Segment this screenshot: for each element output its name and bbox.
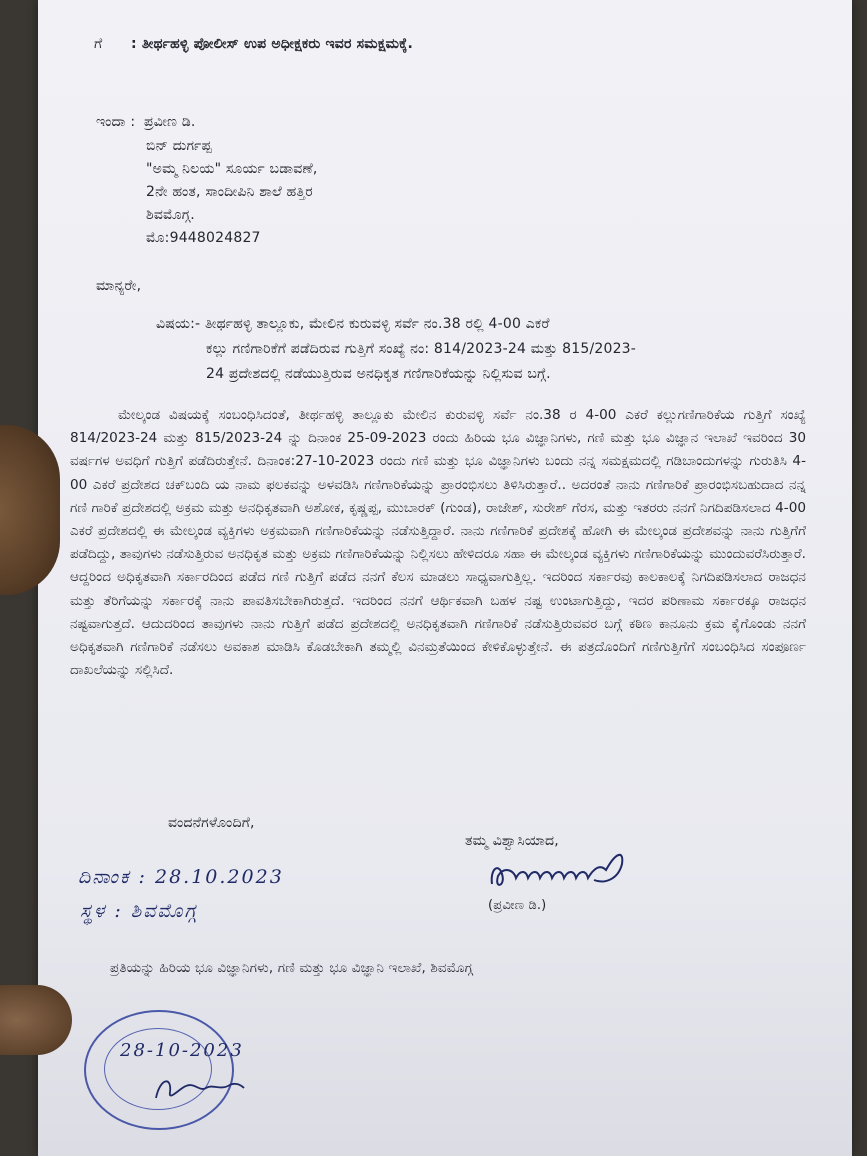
salutation: ಮಾನ್ಯರೇ,: [96, 278, 142, 294]
from-line-2: "ಅಮ್ಮ ನಿಲಯ" ಸೂರ್ಯ ಬಡಾವಣೆ,: [146, 161, 318, 177]
handwritten-place: ಸ್ಥಳ : ಶಿವಮೊಗ್ಗ: [80, 900, 198, 922]
signature: [484, 840, 644, 900]
subject-line-3: 24 ಪ್ರದೇಶದಲ್ಲಿ ನಡೆಯುತ್ತಿರುವ ಅನಧಿಕೃತ ಗಣಿಗಾರಿಕೆಯನ್ನು ನಿಲ್ಲಿಸುವ ಬಗ್ಗೆ.: [206, 366, 551, 382]
from-name: ಪ್ರವೀಣ ಡಿ.: [144, 114, 196, 130]
from-line-3: 2ನೇ ಹಂತ, ಸಾಂದೀಪಿನಿ ಶಾಲೆ ಹತ್ತಿರ: [146, 184, 313, 200]
yours-faithfully: ತಮ್ಮ ವಿಶ್ವಾಸಿಯಾದ,: [465, 833, 559, 849]
handwritten-date: ದಿನಾಂಕ : 28.10.2023: [78, 866, 284, 888]
subject-line-2: ಕಲ್ಲು ಗಣಿಗಾರಿಕೆಗೆ ಪಡೆದಿರುವ ಗುತ್ತಿಗೆ ಸಂಖ್ಯೆ ನಂ: 814/2023-24 ಮತ್ತು 815/2023-: [206, 341, 637, 357]
stamp-date: 28-10-2023: [120, 1040, 244, 1061]
signer-name: (ಪ್ರವೀಣ ಡಿ.): [488, 898, 547, 913]
subject-line-1: ವಿಷಯ:- ತೀರ್ಥಹಳ್ಳಿ ತಾಲ್ಲೂಕು, ಮೇಲಿನ ಕುರುವಳ್ಳಿ ಸರ್ವೆ ನಂ.38 ರಲ್ಲಿ 4-00 ಎಕರೆ: [156, 316, 550, 332]
copy-to: ಪ್ರತಿಯನ್ನು ಹಿರಿಯ ಭೂ ವಿಜ್ಞಾನಿಗಳು, ಗಣಿ ಮತ್ತು ಭೂ ವಿಜ್ಞಾನಿ ಇಲಾಖೆ, ಶಿವಮೊಗ್ಗ: [110, 961, 473, 976]
from-label: ಇಂದಾ :: [96, 114, 136, 130]
from-phone: ಮೊ:9448024827: [146, 230, 261, 246]
from-line-1: ಬಿನ್ ದುರ್ಗಪ್ಪ: [146, 138, 212, 154]
to-line: : ತೀರ್ಥಹಳ್ಳಿ ಪೋಲೀಸ್ ಉಪ ಅಧೀಕ್ಷಕರು ಇವರ ಸಮಕ್ಷಮಕ್ಕೆ.: [131, 36, 414, 52]
to-prefix: ಗೆ: [94, 36, 103, 52]
from-line-4: ಶಿವಮೊಗ್ಗ.: [146, 207, 195, 223]
letter-body: ಮೇಲ್ಕಂಡ ವಿಷಯಕ್ಕೆ ಸಂಬಂಧಿಸಿದಂತೆ, ತೀರ್ಥಹಳ್ಳಿ ತಾಲ್ಲೂಕು ಮೇಲಿನ ಕುರುವಳ್ಳಿ ಸರ್ವೆ ನಂ.38 ರ 4-00 ಎಕರೆ ಕಲ್ಲುಗಣಿಗಾರಿಕೆಯ ಗುತ್ತಿಗೆ ಸಂಖ್ಯೆ 814/2023-24 ಮತ್ತು 815/2023-24 ನ್ನು ದಿನಾಂಕ 25-09-2023 ರಂದು ಹಿರಿಯ ಭೂ ವಿಜ್ಞಾನಿಗಳು, ಗಣಿ ಮತ್ತು ಭೂ ವಿಜ್ಞಾನ ಇಲಾಖೆ ಇವರಿಂದ 30 ವರ್ಷಗಳ ಅವಧಿಗೆ ಗುತ್ತಿಗೆ ಪಡೆದಿರುತ್ತೇನೆ. ದಿನಾಂಕ:27-10-2023 ರಂದು ಗಣಿ ಮತ್ತು ಭೂ ವಿಜ್ಞಾನಿಗಳು ಬಂದು ನನ್ನ ಸಮಕ್ಷಮದಲ್ಲಿ ಗಡಿಬಾಂದುಗಳನ್ನು ಗುರುತಿಸಿ 4-00 ಎಕರೆ ಪ್ರದೇಶದ ಚಕ್‌ಬಂದಿ ಯ ನಾಮ ಫಲಕವನ್ನು ಅಳವಡಿಸಿ ಗಣಿಗಾರಿಕೆಯನ್ನು ಪ್ರಾರಂಭಿಸಲು ತಿಳಿಸಿರುತ್ತಾರೆ.. ಅದರಂತೆ ನಾನು ಗಣಿಗಾರಿಕೆ ಪ್ರಾರಂಭಿಸಬಹುದಾದ ನನ್ನ ಗಣಿ ಗಾರಿಕೆ ಪ್ರದೇಶದಲ್ಲಿ ಅಕ್ರಮ ಮತ್ತು ಅನಧಿಕೃತವಾಗಿ ಅಶೋಕ, ಕೃಷ್ಣಪ್ಪ, ಮುಬಾರಕ್ (ಗುಂಡ), ರಾಜೇಶ್, ಸುರೇಶ್ ಗೆರಸ, ಮತ್ತು ಇತರರು ನನಗೆ ನಿಗದಿಪಡಿಸಲಾದ 4-00 ಎಕರೆ ಪ್ರದೇಶದಲ್ಲಿ ಈ ಮೇಲ್ಕಂಡ ವ್ಯಕ್ತಿಗಳು ಅಕ್ರಮವಾಗಿ ಗಣಿಗಾರಿಕೆಯನ್ನು ನಡೆಸುತ್ತಿದ್ದಾರೆ. ನಾನು ಗಣಿಗಾರಿಕೆ ಪ್ರದೇಶಕ್ಕೆ ಹೋಗಿ ಈ ಮೇಲ್ಕಂಡ ಪ್ರದೇಶವನ್ನು ನಾನು ಗುತ್ತಿಗೆಗೆ ಪಡೆದಿದ್ದು, ತಾವುಗಳು ನಡೆಸುತ್ತಿರುವ ಅನಧಿಕೃತ ಮತ್ತು ಅಕ್ರಮ ಗಣಿಗಾರಿಕೆಯನ್ನು ನಿಲ್ಲಿಸಲು ಹೇಳಿದರೂ ಸಹಾ ಈ ಮೇಲ್ಕಂಡ ವ್ಯಕ್ತಿಗಳು ಗಣಿಗಾರಿಕೆಯನ್ನು ಮುಂದುವರೆಸಿರುತ್ತಾರೆ. ಆದ್ದರಿಂದ ಅಧಿಕೃತವಾಗಿ ಸರ್ಕಾರದಿಂದ ಪಡೆದ ಗಣಿ ಗುತ್ತಿಗೆ ಪಡೆದ ನನಗೆ ಕೆಲಸ ಮಾಡಲು ಸಾಧ್ಯವಾಗುತ್ತಿಲ್ಲ. ಇದರಿಂದ ಸರ್ಕಾರವು ಕಾಲಕಾಲಕ್ಕೆ ನಿಗದಿಪಡಿಸಲಾದ ರಾಜಧನ ಮತ್ತು ತೆರಿಗೆಯನ್ನು ಸರ್ಕಾರಕ್ಕೆ ನಾನು ಪಾವತಿಸಬೇಕಾಗಿರುತ್ತದೆ. ಇದರಿಂದ ನನಗೆ ಆರ್ಥಿಕವಾಗಿ ಬಹಳ ನಷ್ಟ ಉಂಟಾಗುತ್ತಿದ್ದು, ಇದರ ಪರಿಣಾಮ ಸರ್ಕಾರಕ್ಕೂ ರಾಜಧನ ನಷ್ಟವಾಗುತ್ತದೆ. ಆದುದರಿಂದ ತಾವುಗಳು ನಾನು ಗುತ್ತಿಗೆ ಪಡೆದ ಪ್ರದೇಶದಲ್ಲಿ ಅನಧಿಕೃತವಾಗಿ ಗಣಿಗಾರಿಕೆ ನಡೆಸುತ್ತಿರುವವರ ಬಗ್ಗೆ ಕಠಿಣ ಕಾನೂನು ಕ್ರಮ ಕೈಗೊಂಡು ನನಗೆ ಅಧಿಕೃತವಾಗಿ ಗಣಿಗಾರಿಕೆ ನಡೆಸಲು ಅವಕಾಶ ಮಾಡಿಸಿ ಕೊಡಬೇಕಾಗಿ ತಮ್ಮಲ್ಲಿ ವಿನಮ್ರತೆಯಿಂದ ಕೇಳಿಕೊಳ್ಳುತ್ತೇನೆ. ಈ ಪತ್ರದೊಂದಿಗೆ ಗಣಿಗುತ್ತಿಗೆಗೆ ಸಂಬಂಧಿಸಿದ ಸಂಪೂರ್ಣ ದಾಖಲೆಯನ್ನು ಸಲ್ಲಿಸಿದೆ.: [70, 407, 806, 679]
closing: ವಂದನೆಗಳೊಂದಿಗೆ,: [168, 815, 255, 831]
stamp-signature: [150, 1068, 250, 1108]
thumb-top: [0, 425, 60, 595]
thumb-bottom: [0, 985, 72, 1055]
